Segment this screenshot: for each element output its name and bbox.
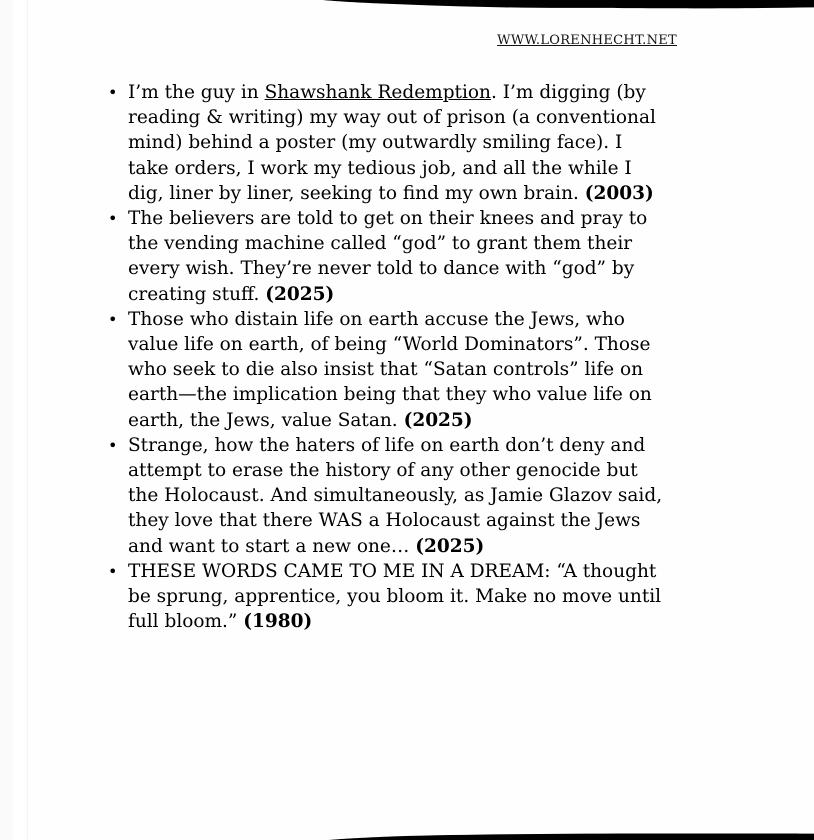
text-segment: Those who distain life on earth accuse the Jews, who value life on earth, of being “World Dominators”. Those who seek to die also insist that “Satan controls” life on earth—the implication being that they who value life on earth, the Jews, value Satan. <box>128 308 652 431</box>
list-item <box>107 80 663 206</box>
site-link[interactable]: WWW.LORENHECHT.NET <box>497 33 677 48</box>
year-label: (2003) <box>584 182 654 204</box>
screen-edge-top-bar <box>323 0 814 9</box>
list-item <box>107 433 663 559</box>
year-label: (2025) <box>415 535 485 557</box>
bullet-marker: • <box>108 561 118 581</box>
text-segment: The believers are told to get on their knees and pray to the vending machine called “god” to grant them their every wish. They’re never told to dance with “god” by creating stuff. <box>128 208 648 305</box>
list-item <box>107 559 663 635</box>
screen-edge-bottom-bar <box>328 832 814 840</box>
inline-link[interactable]: Shawshank Redemption <box>264 82 491 103</box>
year-label: (1980) <box>243 611 313 633</box>
left-gutter-inner <box>13 0 28 840</box>
text-segment: I’m the guy in <box>128 82 265 103</box>
left-gutter-outer <box>0 0 13 840</box>
year-label: (2025) <box>403 409 473 431</box>
text-segment: Strange, how the haters of life on earth don’t deny and attempt to erase the history of any other genocide but the Holocaust. And simultaneously, as Jamie Glazov said, they love that there WAS a Holocaust against the Jews and want to start a new one… <box>128 434 663 557</box>
bullet-marker: • <box>108 209 118 229</box>
bullet-marker: • <box>108 83 118 102</box>
bullet-marker: • <box>108 435 118 455</box>
text-segment: . I’m digging (by reading & writing) my way out of prison (a conventional mind) behind a poster (my outwardly smiling face). I take orders, I work my tedious job, and all the while I dig, liner by liner, seeking to find my own brain. <box>128 82 656 204</box>
bullet-marker: • <box>108 309 118 329</box>
text-segment: THESE WORDS CAME TO ME IN A DREAM: “A thought be sprung, apprentice, you bloom it. Make no move until full bloom.” <box>128 560 662 633</box>
quotes-list <box>107 80 663 634</box>
year-label: (2025) <box>265 283 335 305</box>
list-item <box>107 206 663 307</box>
list-item <box>107 307 663 433</box>
